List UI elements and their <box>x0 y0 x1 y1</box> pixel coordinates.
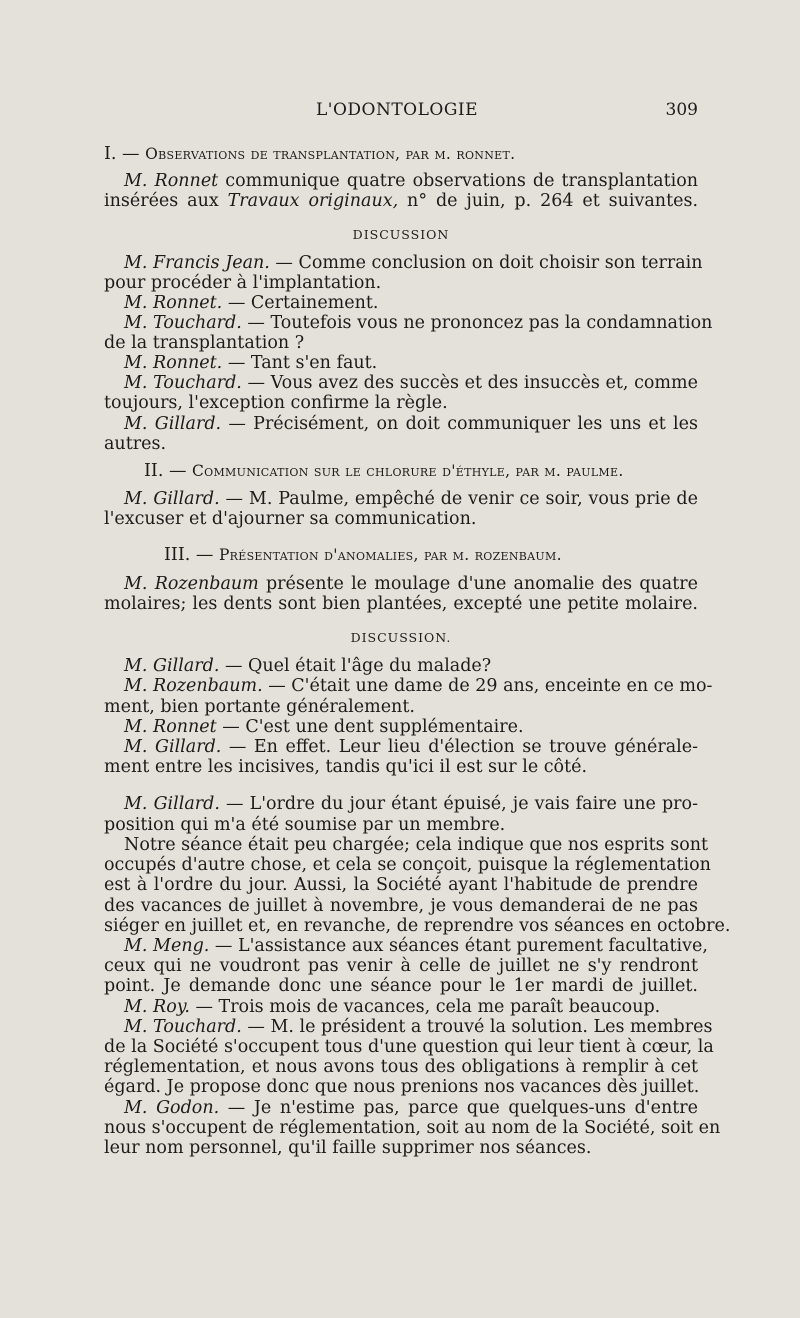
line-text: — Je n'estime pas, parce que quelques-uns d'entre <box>219 1098 699 1118</box>
line-text: réglementation, et nous avons tous des obligations à remplir à cet <box>104 1057 698 1077</box>
speaker-name: M. Rozenbaum. <box>124 676 263 696</box>
line-text: — Toutefois vous ne prononcez pas la condamnation <box>241 313 713 333</box>
line-text: — M. le président a trouvé la solution. Les membres <box>241 1017 713 1037</box>
section-number: III. — <box>164 545 219 565</box>
text-line <box>104 191 698 211</box>
line-text: communique quatre observations de transplantation <box>218 171 699 191</box>
line-text: pour procéder à l'implantation. <box>104 273 382 293</box>
line-text: des vacances de juillet à novembre, je vous demanderai de ne pas <box>104 896 698 916</box>
line-text: ment, bien portante généralement. <box>104 697 415 717</box>
text-line <box>104 373 698 393</box>
text-line <box>104 1077 698 1097</box>
text-line <box>104 293 698 313</box>
text-line <box>104 815 698 835</box>
running-title: L'ODONTOLOGIE <box>316 100 479 120</box>
text-line <box>104 1098 698 1118</box>
line-text: l'excuser et d'ajourner sa communication. <box>104 509 477 529</box>
speaker-name: M. Ronnet. <box>124 353 223 373</box>
text-line <box>104 697 698 717</box>
text-line <box>104 896 698 916</box>
text-line <box>104 1037 714 1057</box>
line-text: — Quel était l'âge du malade? <box>219 656 492 676</box>
line-text: de la Société s'occupent tous d'une question qui leur tient à cœur, la <box>104 1037 714 1057</box>
discussion-heading: DISCUSSION <box>352 227 450 242</box>
section-title: Communication sur le chlorure d'éthyle, par m. paulme. <box>192 462 624 480</box>
text-line <box>104 1017 713 1037</box>
speaker-name: M. Meng. <box>124 936 210 956</box>
text-line <box>104 835 709 855</box>
speaker-name: M. Roy. <box>124 997 190 1017</box>
running-header <box>104 100 698 122</box>
speaker-name: M. Gillard. <box>124 656 220 676</box>
line-text: présente le moulage d'une anomalie des quatre <box>258 574 698 594</box>
text-line <box>104 434 698 454</box>
speaker-name: M. Francis Jean. <box>124 253 270 273</box>
line-text: siéger en juillet et, en revanche, de reprendre vos séances en octobre. <box>104 916 731 936</box>
line-text: — L'assistance aux séances étant purement facultative, <box>209 936 708 956</box>
speaker-name: M. Ronnet. <box>124 293 223 313</box>
text-line <box>104 414 698 434</box>
section-title: Présentation d'anomalies, par m. rozenbaum. <box>218 546 562 564</box>
section-title: Observations de transplantation, par m. ronnet. <box>145 145 516 163</box>
line-text: — En effet. Leur lieu d'élection se trouve générale- <box>221 737 698 757</box>
line-text: nous s'occupent de réglementation, soit au nom de la Société, soit en <box>104 1118 721 1138</box>
line-text: point. Je demande donc une séance pour le 1er mardi de juillet. <box>104 976 698 996</box>
text-line <box>104 171 698 191</box>
speaker-name: M. Gillard. <box>124 737 222 757</box>
section-heading <box>104 545 698 565</box>
text-line <box>104 273 698 293</box>
speaker-name: M. Ronnet <box>124 171 219 191</box>
speaker-name: M. Godon. <box>124 1098 220 1118</box>
italic-text: Travaux originaux, <box>227 191 399 211</box>
text-line <box>104 574 698 594</box>
line-text: ceux qui ne voudront pas venir à celle de juillet ne s'y rendront <box>104 956 698 976</box>
text-line <box>104 875 698 895</box>
line-text: — M. Paulme, empêché de venir ce soir, vous prie de <box>219 489 698 509</box>
page-number: 309 <box>665 100 698 120</box>
text-line <box>104 997 698 1017</box>
text-line <box>104 976 698 996</box>
text-line <box>104 936 708 956</box>
speaker-name: M. Touchard. <box>124 1017 242 1037</box>
text-line <box>104 717 698 737</box>
section-heading <box>104 144 698 164</box>
text-line <box>104 794 698 814</box>
text-line <box>104 333 698 353</box>
text-line <box>104 916 731 936</box>
discussion-heading: DISCUSSION. <box>350 630 452 645</box>
line-text: ment entre les incisives, tandis qu'ici il est sur le côté. <box>104 757 588 777</box>
line-text: n° de juin, p. 264 et suivantes. <box>398 191 699 211</box>
line-text: insérées aux <box>104 191 228 211</box>
line-text: — Certainement. <box>222 293 379 313</box>
text-line <box>104 1118 721 1138</box>
text-line <box>104 253 703 273</box>
line-text: — C'est une dent supplémentaire. <box>216 717 524 737</box>
line-text: égard. Je propose donc que nous prenions nos vacances dès juillet. <box>104 1077 700 1097</box>
speaker-name: M. Gillard. <box>124 414 222 434</box>
text-line <box>104 956 698 976</box>
text-line <box>104 594 698 614</box>
line-text: — Tant s'en faut. <box>222 353 378 373</box>
text-line <box>104 313 713 333</box>
line-text: autres. <box>104 434 167 454</box>
line-text: toujours, l'exception confirme la règle. <box>104 393 448 413</box>
text-line <box>104 656 698 676</box>
line-text: — Vous avez des succès et des insuccès et, comme <box>241 373 698 393</box>
text-line <box>104 509 698 529</box>
line-text: Notre séance était peu chargée; cela indique que nos esprits sont <box>124 835 709 855</box>
line-text: — Trois mois de vacances, cela me paraît beaucoup. <box>189 997 661 1017</box>
line-text: occupés d'autre chose, et cela se conçoit, puisque la réglementation <box>104 855 711 875</box>
text-line <box>104 855 711 875</box>
section-heading <box>104 461 698 481</box>
text-line <box>104 353 698 373</box>
speaker-name: M. Gillard. <box>124 489 220 509</box>
speaker-name: M. Touchard. <box>124 313 242 333</box>
line-text: — C'était une dame de 29 ans, enceinte en ce mo- <box>262 676 713 696</box>
speaker-name: M. Rozenbaum <box>124 574 259 594</box>
text-line <box>104 489 698 509</box>
text-line <box>104 393 698 413</box>
text-line <box>104 1138 698 1158</box>
line-text: de la transplantation ? <box>104 333 305 353</box>
line-text: — Comme conclusion on doit choisir son terrain <box>269 253 703 273</box>
speaker-name: M. Gillard. <box>124 794 220 814</box>
text-line <box>104 737 698 757</box>
text-line <box>104 676 713 696</box>
line-text: position qui m'a été soumise par un membre. <box>104 815 506 835</box>
line-text: — L'ordre du jour étant épuisé, je vais faire une pro- <box>219 794 698 814</box>
line-text: leur nom personnel, qu'il faille supprimer nos séances. <box>104 1138 592 1158</box>
text-line <box>104 1057 698 1077</box>
speaker-name: M. Ronnet <box>124 717 217 737</box>
line-text: molaires; les dents sont bien plantées, excepté une petite molaire. <box>104 594 698 614</box>
speaker-name: M. Touchard. <box>124 373 242 393</box>
section-number: I. — <box>104 144 146 164</box>
section-number: II. — <box>144 461 193 481</box>
line-text: — Précisément, on doit communiquer les uns et les <box>221 414 698 434</box>
line-text: est à l'ordre du jour. Aussi, la Société ayant l'habitude de prendre <box>104 875 698 895</box>
text-line <box>104 757 698 777</box>
